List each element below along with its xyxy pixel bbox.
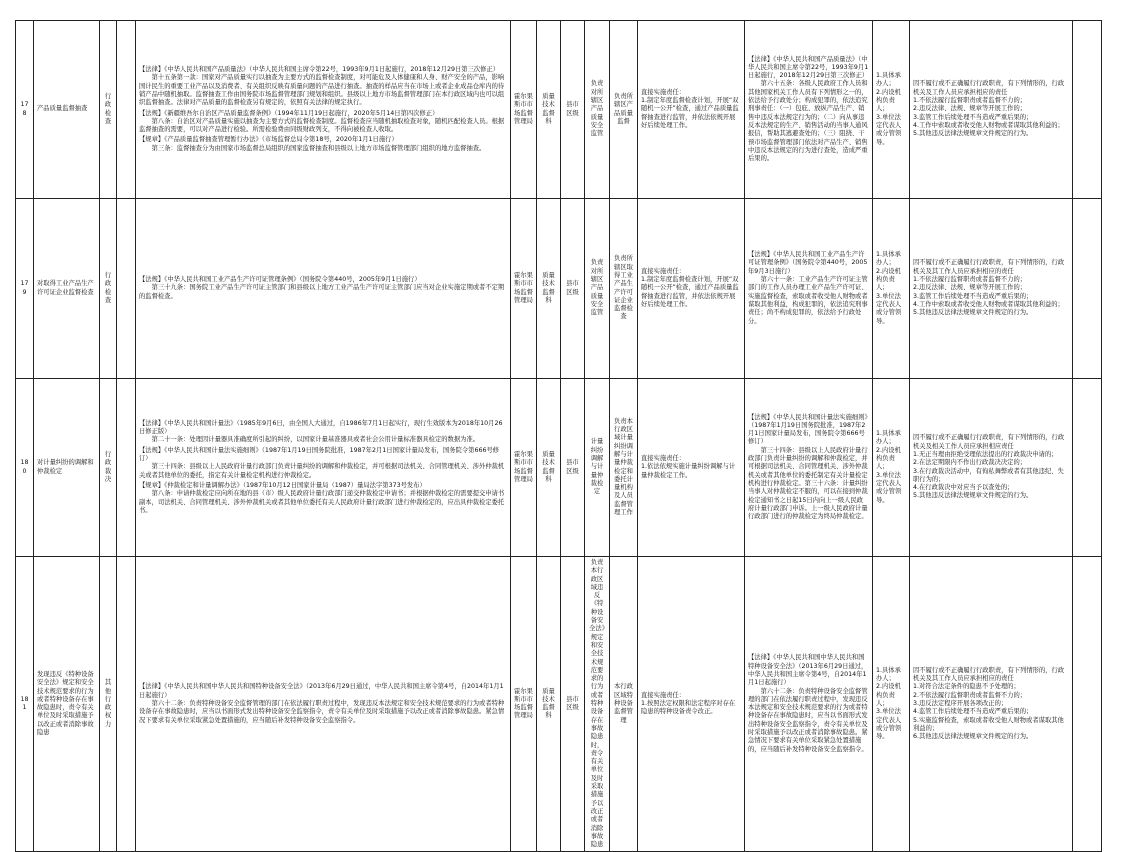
legal-basis-article: 第八条：申请仲裁检定应向所在地的县（市）级人民政府计量行政部门递交仲裁检定申请书；并根据仲裁检定的需要提交申请书副本，司法机关、合同管理机关、涉外仲裁机关或者其他单位委托有关人民政府计量行政部门进行仲裁检定的，应出具仲裁检定委托书。: [139, 490, 505, 514]
accountable-person-line: 2.内设机构负责人；: [876, 88, 901, 113]
row-number-cell: 179: [16, 199, 34, 379]
responsible-dept-cell: 质量技术监督科: [537, 379, 561, 557]
responsibility-line: 1.制定年度监督检查计划，开展“双随机一公开”检查，通过产品质量监督抽查进行监管，并依法依规开展好后续处理工作。: [641, 276, 739, 308]
accountable-persons-cell: [873, 379, 910, 557]
accountability-situations-cell: [910, 199, 1073, 379]
exercise-level-cell: 县市区级: [561, 379, 585, 557]
responsibility-cell: [638, 21, 745, 199]
accountability-situation-line: 1.对符合法定条件的隐患不予处理的；: [913, 683, 1020, 691]
power-list-table: [15, 20, 1102, 852]
accountability-clause-cell: [745, 21, 873, 199]
row-number-cell: 181: [16, 557, 34, 852]
exercise-level-cell: 县市区级: [561, 199, 585, 379]
item-name-cell: 对计量纠纷的调解和仲裁检定: [34, 379, 100, 557]
accountable-person-line: 3.单位法定代表人或分管领导。: [876, 471, 902, 504]
collaboration-cell: 计量纠纷调解与计量仲裁检定: [585, 379, 610, 557]
clause-article: 第六十一条：工业产品生产许可证主管部门的工作人员办理工业产品生产许可证、实施监督检查，索取或者收受他人财物或者谋取其他利益，构成犯罪的，依法追究刑事责任；尚不构成犯罪的，依法给予行政处分。: [748, 276, 868, 325]
accountability-situation-line: 2.违反法律、法规、规章等开展工作的；: [913, 284, 1027, 292]
accountability-situation-line: 1.无正当理由拒绝受理依法提出的行政裁决申请的；: [913, 450, 1058, 458]
subitem-cell: [117, 21, 136, 199]
accountable-person-line: 1.具体承办人；: [876, 251, 901, 267]
accountability-situation-line: 2.不依法履行监督职责或者监督不力的；: [913, 691, 1027, 699]
legal-basis-law: 【法规】《中华人民共和国计量法实施细则》（1987年1月19日国务院批准，1987年2月1日国家计量局发布，国务院令第666号修订）: [139, 446, 500, 463]
responsibility-cell: [638, 557, 745, 852]
accountability-situation-line: 因不履行或不正确履行行政职责，有下列情形的，行政机关及相关工作人员应承担相应责任: [913, 434, 1065, 450]
accountability-situation-line: 因不履行或不正确履行行政职责，有下列情形的，行政机关及其工作人员应承担相应的责任: [913, 259, 1065, 275]
legal-basis-article: 第三十四条：县级以上人民政府计量行政部门负责计量纠纷的调解和仲裁检定，并可根据司法机关、合同管理机关、涉外仲裁机关或者其他单位的委托，指定有关计量检定机构进行仲裁检定。: [139, 463, 505, 479]
accountable-person-line: 1.具体承办人；: [876, 430, 901, 446]
accountability-situation-line: 因不履行或不正确履行行政职责，有下列情形的，行政机关及工作人员应承担相应的责任: [913, 80, 1065, 96]
legal-basis-law: 【规章】《产品质量监督抽查管理暂行办法》（市场监督总局令第18号，2020年1月1日施行）: [139, 136, 398, 144]
accountability-situation-line: 5.其他违反法律法规规章文件规定的行为。: [913, 492, 1033, 500]
accountable-person-line: 2.内设机构负责人；: [876, 267, 901, 292]
responsibility-line: 直接实施责任：: [641, 455, 686, 463]
accountable-person-line: 1.具体承办人；: [876, 72, 901, 88]
legal-basis-cell: [136, 557, 511, 852]
item-name-cell: 对取得工业产品生产许可证企业监督检查: [34, 199, 100, 379]
responsible-dept-cell: 质量技术监督科: [537, 557, 561, 852]
clause-article: 第六十五条：各级人民政府工作人员和其他国家机关工作人员有下列情形之一的，依法给予行政处分；构成犯罪的，依法追究刑事责任：（一）包庇、放纵产品生产、销售中违反本法规定行为的；（二）向从事违反本法规定的生产、销售活动的当事人通风报信，帮助其逃避查处的；（三）阻挠、干预市场监督管理部门依法对产品生产、销售中违反本法规定的行为进行查处，造成严重后果的。: [748, 80, 868, 163]
note-cell: [1073, 199, 1102, 379]
accountable-person-line: 2.内设机构负责人；: [876, 683, 901, 708]
power-type-cell: 其他行政权力: [100, 557, 117, 852]
accountability-clause-cell: [745, 379, 873, 557]
legal-basis-article: 第二十一条：处理因计量器具准确度所引起的纠纷，以国家计量基准器具或者社会公用计量标准器具检定的数据为准。: [151, 436, 480, 444]
note-cell: [1073, 21, 1102, 199]
accountable-person-line: 3.单位法定代表人或分管领导。: [876, 708, 902, 741]
accountable-persons-cell: [873, 199, 910, 379]
legal-basis-law: 【法律】《中华人民共和国中华人民共和国特种设备安全法》（2013年6月29日通过，中华人民共和国主席令第4号，自2014年1月1日起施行）: [139, 683, 504, 699]
responsibility-line: 直接实施责任：: [641, 88, 686, 96]
accountability-situation-line: 因不履行或不正确履行行政职责，有下列情形的，行政机关及其工作人员应承担相应的责任: [913, 666, 1065, 683]
collaboration-cell: 负责对所辖区产品质量安全监管: [585, 21, 610, 199]
accountability-situation-line: 3.监管工作后续处理不当造成严重后果的；: [913, 113, 1033, 121]
legal-basis-cell: [136, 21, 511, 199]
legal-basis-article: 第十五条第一款：国家对产品质量实行以抽查为主要方式的监督检查制度，对可能危及人体健康和人身、财产安全的产品，影响国计民生的重要工业产品以及消费者、有关组织反映有质量问题的产品进行抽查。抽查的样品应当在市场上或者企业成品仓库内的待销产品中随机抽取。监督抽查工作由国务院市场监督管理部门规划和组织。县级以上地方市场监督管理部门在本行政区域内也可以组织监督抽查。法律对产品质量的监督检查另有规定的，依照有关法律的规定执行。: [139, 74, 505, 107]
accountability-situation-line: 3.监管工作后续处理不当造成严重后果的；: [913, 292, 1033, 300]
responsibility-line: 直接实施责任：: [641, 691, 686, 699]
subitem-cell: [117, 379, 136, 557]
legal-basis-law: 【法规】《中华人民共和国工业产品生产许可证管理条例》（国务院令第440号，2005年9月1日施行）: [139, 276, 421, 284]
accountability-situation-line: 1.不依法履行监督职责或者监督不力的；: [913, 97, 1027, 105]
accountability-situation-line: 5.其他违反法律法规规章文件规定的行为。: [913, 309, 1033, 317]
legal-basis-law: 【法律】《中华人民共和国计量法》（1985年9月6日，由全国人大通过，自1986年7月1日起实行，现行生效版本为2018年10月26日修正版）: [139, 419, 503, 436]
clause-article: 第六十二条：负责特种设备安全监督管理的部门在依法履行职责过程中，发现违反本法规定和安全技术规范要求的行为或者特种设备存在事故隐患时，应当以书面形式发出特种设备安全监察指令，责令有关单位及时采取措施予以改正或者消除事故隐患。紧急情况下要求有关单位采取紧急处置措施的，应当随后补发特种设备安全监察指令。: [748, 687, 868, 753]
accountability-situations-cell: [910, 21, 1073, 199]
responsibility-line: 1.依法依规实施计量纠纷调解与计量仲裁检定工作。: [641, 463, 736, 479]
accountability-clause-cell: [745, 557, 873, 852]
row-number-cell: 178: [16, 21, 34, 199]
accountability-situation-line: 4.监管工作后续处理不当造成严重后果的；: [913, 708, 1033, 716]
item-name-cell: 发现违反《特种设备安全法》规定和安全技术规范要求的行为或者特种设备存在事故隐患时，责令有关单位及时采取措施予以改正或者消除事故隐患: [34, 557, 100, 852]
item-name-cell: 产品质量监督抽查: [34, 21, 100, 199]
implementing-subject-cell: 霍尔果斯市市场监督管理局: [511, 21, 537, 199]
clause-law: 【法规】《中华人民共和国工业产品生产许可证管理条例》（国务院令第440号，2005年9月3日施行）: [748, 251, 868, 275]
accountability-situation-line: 4.工作中索取或者收受他人财物或者谋取其他利益的；: [913, 300, 1064, 308]
accountability-situation-line: 3.在行政裁决活动中，有徇私舞弊或者有其他违纪、失职行为的；: [913, 467, 1064, 483]
duty-cell: 本行政区域特种设备监督管理: [610, 557, 638, 852]
responsibility-line: 1.按照法定权限和法定程序对存在隐患的特种设备责令改正。: [641, 700, 736, 716]
accountable-persons-cell: [873, 21, 910, 199]
table-row: [16, 379, 1102, 557]
responsibility-cell: [638, 199, 745, 379]
legal-basis-law: 【法规】《新疆维吾尔自治区产品质量监督条例》（1994年11月19日起施行，2020年5月14日第四次修正）: [139, 109, 439, 117]
note-cell: [1073, 379, 1102, 557]
implementing-subject-cell: 霍尔果斯市市场监督管理局: [511, 199, 537, 379]
responsibility-line: 1.制定年度监督检查计划，开展“双随机一公开”检查，通过产品质量监督抽查进行监管，并依法依规开展好后续处理工作。: [641, 97, 739, 129]
collaboration-cell: 负责对所辖区产品质量安全监管: [585, 199, 610, 379]
table-row: [16, 199, 1102, 379]
accountable-person-line: 3.单位法定代表人或分管领导。: [876, 113, 902, 146]
legal-basis-article: 第六十二条：负责特种设备安全监督管理的部门在依法履行职责过程中，发现违反本法规定和安全技术规范要求的行为或者特种设备存在事故隐患时，应当以书面形式发出特种设备安全监察指令，责令有关单位及时采取措施予以改正或者消除事故隐患。紧急情况下要求有关单位采取紧急处置措施的，应当随后补发特种设备安全监察指令。: [139, 700, 505, 724]
power-type-cell: 行政检查: [100, 199, 117, 379]
clause-law: 【法律】《中华人民共和国中华人民共和国特种设备安全法》（2013年6月29日通过，中华人民共和国主席令第4号，自2014年1月1日起施行）: [748, 654, 868, 687]
subitem-cell: [117, 199, 136, 379]
accountability-situation-line: 6.其他违反法律法规规章文件规定的行为。: [913, 733, 1033, 741]
accountability-situation-line: 5.其他违反法律法规规章文件规定的行为。: [913, 130, 1033, 138]
legal-basis-article: 第三十九条：国务院工业产品生产许可证主管部门和县级以上地方工业产品生产许可证主管部门应当对企业实施定期或者不定期的监督检查。: [139, 284, 505, 300]
legal-basis-article: 第三条：监督抽查分为由国家市场监督总局组织的国家监督抽查和县级以上地方市场监督管理部门组织的地方监督抽查。: [151, 144, 486, 152]
accountable-person-line: 2.内设机构负责人；: [876, 446, 901, 471]
duty-cell: 负责所辖区取得工业产品生产许可证企业监督检查: [610, 199, 638, 379]
accountability-situation-line: 1.不依法履行监督职责或者监督不力的；: [913, 276, 1027, 284]
row-number-cell: 180: [16, 379, 34, 557]
accountability-situations-cell: [910, 557, 1073, 852]
table-row: [16, 557, 1102, 852]
subitem-cell: [117, 557, 136, 852]
accountability-situation-line: 2.违反法律、法规、规章等开展工作的；: [913, 105, 1027, 113]
accountable-person-line: 3.单位法定代表人或分管领导。: [876, 292, 902, 325]
legal-basis-article: 第八条：自治区对产品质量实施以抽查为主要方式的监督检查制度。监督检查应当随机抽取检查对象，随机匹配检查人员。根据监督抽查的需要，可以对产品进行检验。所需检验费由同级财政列支，不得向被检查人收取。: [139, 117, 505, 134]
legal-basis-law: 【规章】《仲裁检定和计量调解办法》（1987年10月12日国家计量局（1987）量局法字第373号发布）: [139, 481, 426, 489]
accountability-situation-line: 2.在法定期限内不作出行政裁决决定的；: [913, 459, 1027, 467]
exercise-level-cell: 县市区级: [561, 21, 585, 199]
table-row: [16, 21, 1102, 199]
power-type-cell: 行政裁决: [100, 379, 117, 557]
accountable-person-line: 1.具体承办人；: [876, 666, 901, 683]
implementing-subject-cell: 霍尔果斯市市场监督管理局: [511, 557, 537, 852]
clause-law: 【法律】《中华人民共和国产品质量法》（中华人民共和国主席令第22号，1993年9月1日起施行，2018年12月29日第三次修正）: [748, 55, 869, 80]
clause-law: 【法规】《中华人民共和国计量法实施细则》（1987年1月19日国务院批准，1987年2月1日国家计量局发布，国务院令第666号修订）: [748, 413, 868, 446]
accountability-situation-line: 4.在行政裁决中对应当予以查处的；: [913, 484, 1014, 492]
legal-basis-cell: [136, 199, 511, 379]
accountable-persons-cell: [873, 557, 910, 852]
accountability-situation-line: 4.工作中索取或者收受他人财物或者谋取其他利益的；: [913, 121, 1064, 129]
duty-cell: 负责本行政区域计量纠纷调解与计量仲裁检定和委托计量机构及人员监督管理工作: [610, 379, 638, 557]
accountability-situation-line: 5.实施监督检查，索取或者收受他人财物或者谋取其他利益的；: [913, 716, 1064, 732]
exercise-level-cell: 县市区级: [561, 557, 585, 852]
legal-basis-cell: [136, 379, 511, 557]
collaboration-cell: 负责本行政区域违反《特种设备安全法》规定和安全技术规范要求的行为或者特种设备存在事故隐患时，责令有关单位及时采取措施予以改正或者消除事故隐患: [585, 557, 610, 852]
duty-cell: 负责所辖区产品质量监督: [610, 21, 638, 199]
accountability-situations-cell: [910, 379, 1073, 557]
responsibility-cell: [638, 379, 745, 557]
implementing-subject-cell: 霍尔果斯市市场监督管理局: [511, 379, 537, 557]
accountability-clause-cell: [745, 199, 873, 379]
accountability-situation-line: 3.违反法定程序开展各项改正的；: [913, 700, 1008, 708]
responsible-dept-cell: 质量技术监督科: [537, 21, 561, 199]
responsibility-line: 直接实施责任：: [641, 267, 686, 275]
clause-article: 第三十四条：县级以上人民政府计量行政部门负责计量纠纷的调解和仲裁检定，并可根据司法机关、合同管理机关、涉外仲裁机关或者其他单位的委托制定有关计量检定机构进行仲裁检定。第三十六条：计量纠纷当事人对仲裁检定不服的，可以在接到仲裁检定通知书之日起15日内向上一级人民政府计量行政部门申诉。上一级人民政府计量行政部门进行的仲裁检定为终局仲裁检定。: [748, 446, 868, 521]
note-cell: [1073, 557, 1102, 852]
power-type-cell: 行政检查: [100, 21, 117, 199]
legal-basis-law: 【法律】《中华人民共和国产品质量法》（中华人民共和国主席令第22号，1993年9月1日起施行，2018年12月29日第三次修正）: [139, 66, 500, 74]
responsible-dept-cell: 质量技术监督科: [537, 199, 561, 379]
